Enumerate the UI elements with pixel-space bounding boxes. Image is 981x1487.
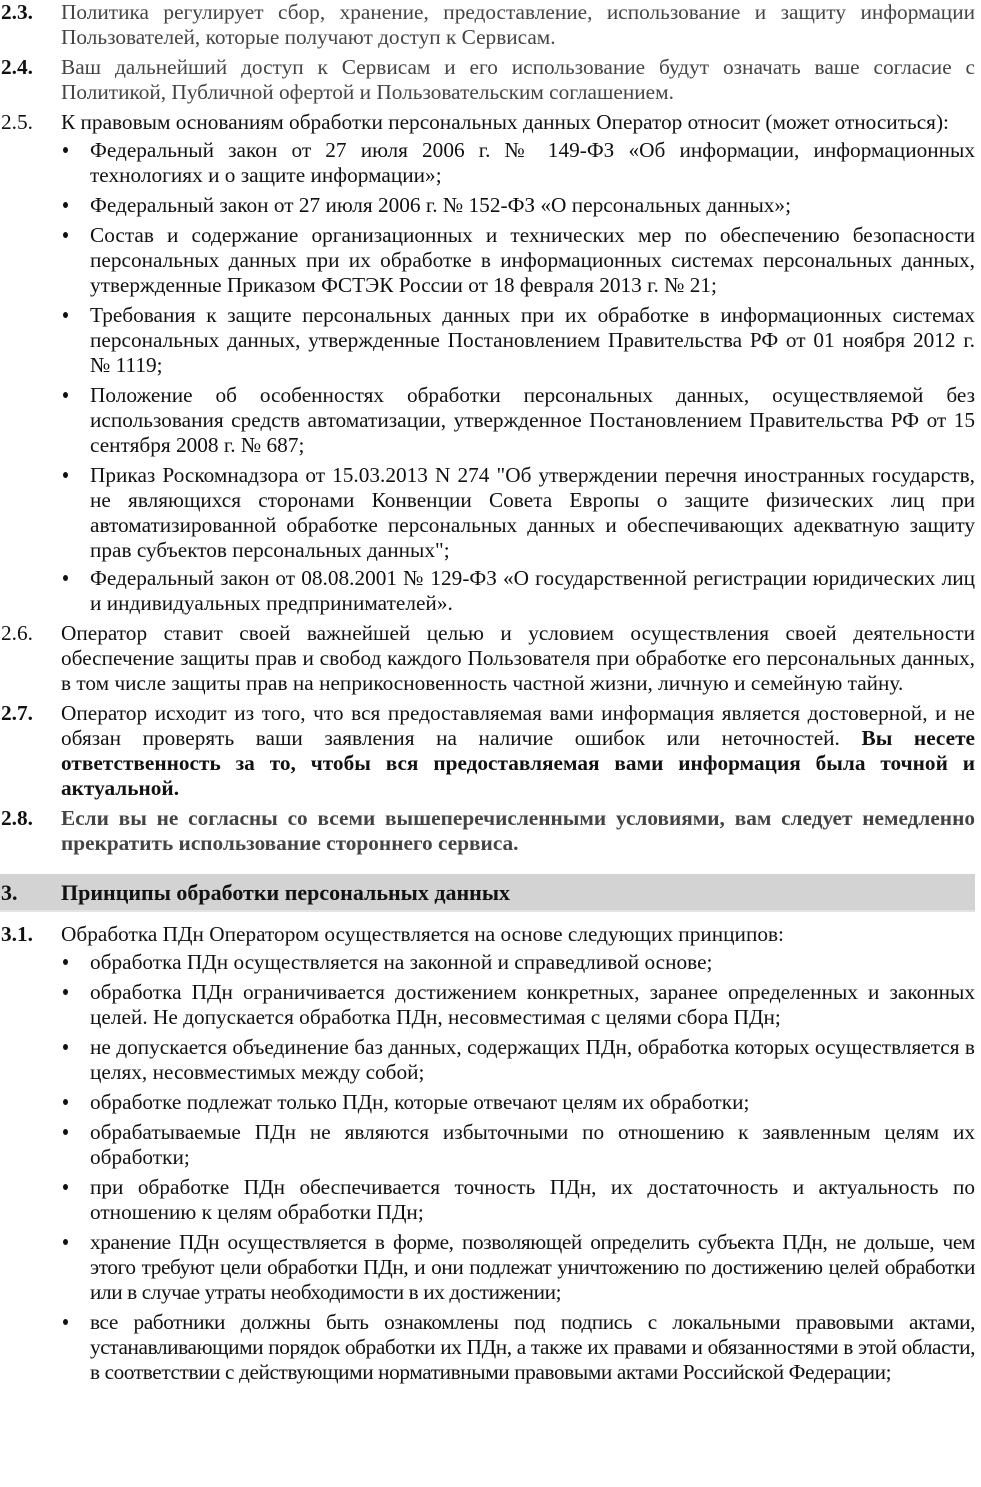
- clause-2-4: [0, 55, 975, 105]
- list-item: [60, 1175, 975, 1225]
- bullet-icon: [60, 463, 90, 563]
- clause-2-8: [0, 806, 975, 856]
- clause-2-7: [0, 701, 975, 801]
- clause-number: 2.8.: [1, 806, 33, 830]
- bullet-icon: [60, 1035, 90, 1085]
- list-item: [60, 566, 975, 616]
- list-item: [60, 303, 975, 378]
- clause-number: 2.3.: [1, 0, 33, 24]
- clause-number: 2.6.: [1, 621, 33, 645]
- list-item-text: Федеральный закон от 27 июля 2006 г. № 152-ФЗ «О персональных данных»;: [90, 193, 791, 217]
- clause-number: 2.4.: [1, 55, 33, 79]
- clause-number: 2.5.: [1, 110, 33, 134]
- clause-text: Политика регулирует сбор, хранение, предоставление, использование и защиту информации Пользователей, которые получают доступ к Сервисам.: [61, 0, 975, 49]
- list-item-text: Требования к защите персональных данных при их обработке в информационных системах персональных данных, утвержденные Постановлением Правительства РФ от 01 ноября 2012 г. № 1119;: [90, 303, 975, 377]
- clause-text: Ваш дальнейший доступ к Сервисам и его использование будут означать ваше согласие с Политикой, Публичной офертой и Пользовательским соглашением.: [61, 55, 975, 104]
- list-item-text: обработка ПДн ограничивается достижением конкретных, заранее определенных и законных целей. Не допускается обработка ПДн, несовместимая с целями сбора ПДн;: [90, 980, 975, 1029]
- list-item-text: Состав и содержание организационных и технических мер по обеспечению безопасности персональных данных при их обработке в информационных системах персональных данных, утвержденные Приказом ФСТЭК России от 18 февраля 2013 г. № 21;: [90, 223, 975, 297]
- clause-2-3: [0, 0, 975, 50]
- list-item-text: Федеральный закон от 27 июля 2006 г. № 149-ФЗ «Об информации, информационных технологиях и о защите информации»;: [90, 138, 975, 187]
- list-item-text: все работники должны быть ознакомлены под подпись с локальными правовыми актами, устанавливающими порядок обработки их ПДн, а также их правами и обязанностями в этой области, в соответствии с действующими нормативными правовыми актами Российской Федерации;: [90, 1310, 975, 1384]
- section-heading: [0, 874, 975, 912]
- list-item: [60, 1120, 975, 1170]
- clause-text: Обработка ПДн Оператором осуществляется на основе следующих принципов:: [61, 922, 784, 946]
- clause-text-bold: Вы несете ответственность за то, чтобы вся предоставляемая вами информация была точной и актуальной.: [61, 726, 975, 800]
- list-item: [60, 383, 975, 458]
- clause-2-6: [0, 621, 975, 696]
- clause-3-1: [0, 922, 975, 947]
- list-item: [60, 138, 975, 188]
- bullet-icon: [60, 980, 90, 1030]
- list-item-text: не допускается объединение баз данных, содержащих ПДн, обработка которых осуществляется в целях, несовместимых между собой;: [90, 1035, 975, 1084]
- clause-text: К правовым основаниям обработки персональных данных Оператор относит (может относиться):: [61, 110, 949, 134]
- list-item-text: обработка ПДн осуществляется на законной и справедливой основе;: [90, 950, 713, 974]
- list-item: [60, 1090, 975, 1115]
- bullet-icon: [60, 193, 90, 218]
- list-item: [60, 223, 975, 298]
- bullet-icon: [60, 566, 90, 616]
- list-item-text: Положение об особенностях обработки персональных данных, осуществляемой без использования средств автоматизации, утвержденное Постановлением Правительства РФ от 15 сентября 2008 г. № 687;: [90, 383, 975, 457]
- list-item-text: обрабатываемые ПДн не являются избыточными по отношению к заявленным целям их обработки;: [90, 1120, 975, 1169]
- bullet-icon: [60, 950, 90, 975]
- list-item: [60, 193, 975, 218]
- list-item-text: хранение ПДн осуществляется в форме, позволяющей определить субъекта ПДн, не дольше, чем этого требуют цели обработки ПДн, и они подлежат уничтожению по достижению целей обработки или в случае утраты необходимости в их достижении;: [90, 1230, 975, 1304]
- bullet-icon: [60, 1230, 90, 1305]
- clause-2-5: [0, 110, 975, 135]
- list-item: [60, 950, 975, 975]
- clause-text: Если вы не согласны со всеми вышеперечисленными условиями, вам следует немедленно прекратить использование стороннего сервиса.: [61, 806, 975, 855]
- bullet-icon: [60, 383, 90, 458]
- principles-list: [0, 950, 975, 1385]
- bullet-icon: [60, 1120, 90, 1170]
- bullet-icon: [60, 1090, 90, 1115]
- bullet-icon: [60, 223, 90, 298]
- bullet-icon: [60, 138, 90, 188]
- legal-basis-list: [0, 138, 975, 616]
- bullet-icon: [60, 303, 90, 378]
- clause-number: 3.1.: [1, 922, 33, 946]
- clause-text: Оператор ставит своей важнейшей целью и условием осуществления своей деятельности обеспечение защиты прав и свобод каждого Пользователя при обработке его персональных данных, в том числе защиты прав на неприкосновенность частной жизни, личную и семейную тайну.: [61, 621, 975, 695]
- bullet-icon: [60, 1175, 90, 1225]
- section-number: 3.: [1, 879, 18, 905]
- section-title: Принципы обработки персональных данных: [61, 879, 511, 905]
- clause-text-regular: Оператор исходит из того, что вся предоставляемая вами информация является достоверной, и не обязан проверять ваши заявления на наличие ошибок или неточностей.: [61, 701, 975, 750]
- list-item: [60, 1230, 975, 1305]
- list-item-text: Федеральный закон от 08.08.2001 № 129-ФЗ «О государственной регистрации юридических лиц и индивидуальных предпринимателей».: [90, 566, 975, 615]
- bullet-icon: [60, 1310, 90, 1385]
- list-item: [60, 1035, 975, 1085]
- list-item: [60, 980, 975, 1030]
- list-item-text: при обработке ПДн обеспечивается точность ПДн, их достаточность и актуальность по отношению к целям обработки ПДн;: [90, 1175, 975, 1224]
- clause-number: 2.7.: [1, 701, 33, 725]
- clause-text: [61, 701, 975, 801]
- list-item-text: обработке подлежат только ПДн, которые отвечают целям их обработки;: [90, 1090, 750, 1114]
- list-item-text: Приказ Роскомнадзора от 15.03.2013 N 274 "Об утверждении перечня иностранных государств, не являющихся сторонами Конвенции Совета Европы о защите физических лиц при автоматизированной обработке персональных данных и обеспечивающих адекватную защиту прав субъектов персональных данных";: [90, 463, 975, 562]
- list-item: [60, 463, 975, 563]
- list-item: [60, 1310, 975, 1385]
